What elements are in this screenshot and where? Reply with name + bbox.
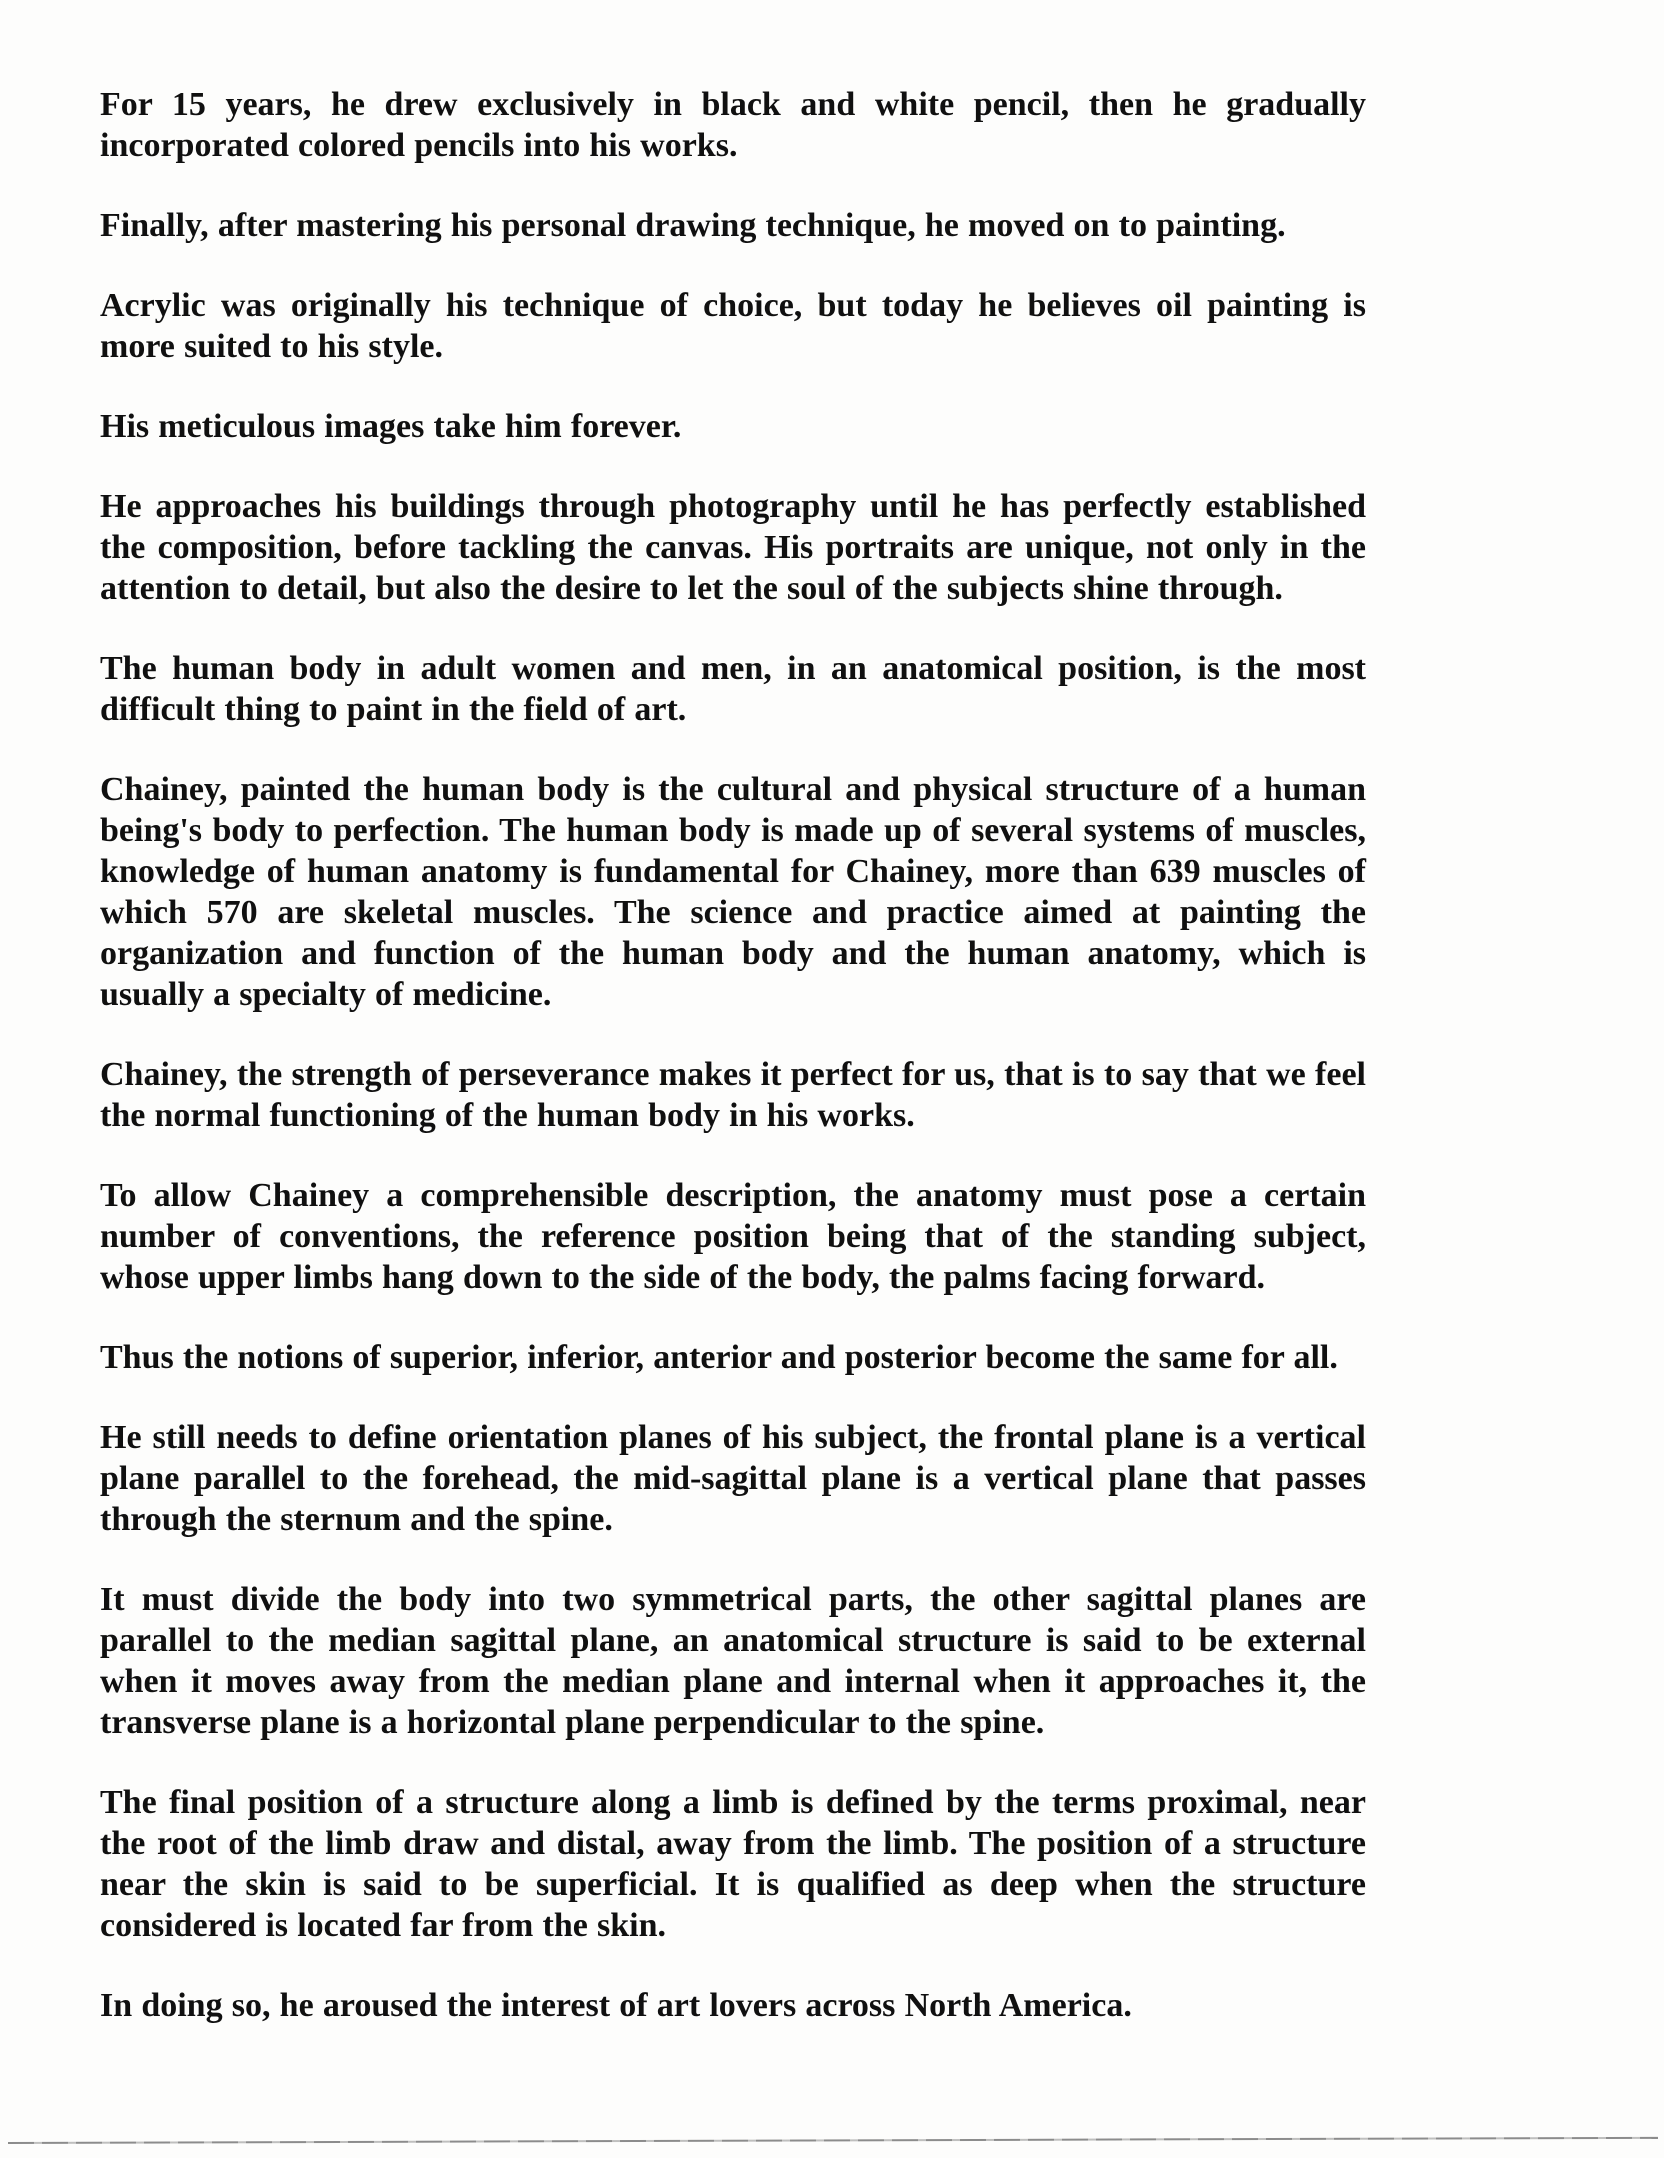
paragraph: Chainey, the strength of perseverance makes it perfect for us, that is to say that we feel the normal functioning of the human body in his works.: [100, 1056, 1366, 1134]
paragraph: To allow Chainey a comprehensible description, the anatomy must pose a certain number of conventions, the reference position being that of the standing subject, whose upper limbs hang down to the side of the body, the palms facing forward.: [100, 1177, 1366, 1296]
paragraph: Chainey, painted the human body is the cultural and physical structure of a human being's body to perfection. The human body is made up of several systems of muscles, knowledge of human anatomy is fundamental for Chainey, more than 639 muscles of which 570 are skeletal muscles. The science and practice aimed at painting the organization and function of the human body and the human anatomy, which is usually a specialty of medicine.: [100, 771, 1366, 1013]
paragraph: Thus the notions of superior, inferior, anterior and posterior become the same for all.: [100, 1339, 1338, 1376]
paragraph: His meticulous images take him forever.: [100, 408, 682, 445]
paragraph: In doing so, he aroused the interest of art lovers across North America.: [100, 1987, 1132, 2024]
paragraph: For 15 years, he drew exclusively in black and white pencil, then he gradually incorporated colored pencils into his works.: [100, 86, 1366, 164]
page-bottom-edge-line: [8, 2137, 1658, 2144]
paragraph: The final position of a structure along a limb is defined by the terms proximal, near the root of the limb draw and distal, away from the limb. The position of a structure near the skin is said to be superficial. It is qualified as deep when the structure considered is located far from the skin.: [100, 1784, 1366, 1944]
paragraph: The human body in adult women and men, in an anatomical position, is the most difficult thing to paint in the field of art.: [100, 650, 1366, 728]
paragraph: It must divide the body into two symmetrical parts, the other sagittal planes are parallel to the median sagittal plane, an anatomical structure is said to be external when it moves away from the median plane and internal when it approaches it, the transverse plane is a horizontal plane perpendicular to the spine.: [100, 1581, 1366, 1741]
paragraph: He approaches his buildings through photography until he has perfectly established the composition, before tackling the canvas. His portraits are unique, not only in the attention to detail, but also the desire to let the soul of the subjects shine through.: [100, 488, 1366, 607]
paragraph: Acrylic was originally his technique of choice, but today he believes oil painting is more suited to his style.: [100, 287, 1366, 365]
paragraph: He still needs to define orientation planes of his subject, the frontal plane is a vertical plane parallel to the forehead, the mid-sagittal plane is a vertical plane that passes through the sternum and the spine.: [100, 1419, 1366, 1538]
paragraph: Finally, after mastering his personal drawing technique, he moved on to painting.: [100, 207, 1286, 244]
document-body: [100, 84, 1366, 2026]
